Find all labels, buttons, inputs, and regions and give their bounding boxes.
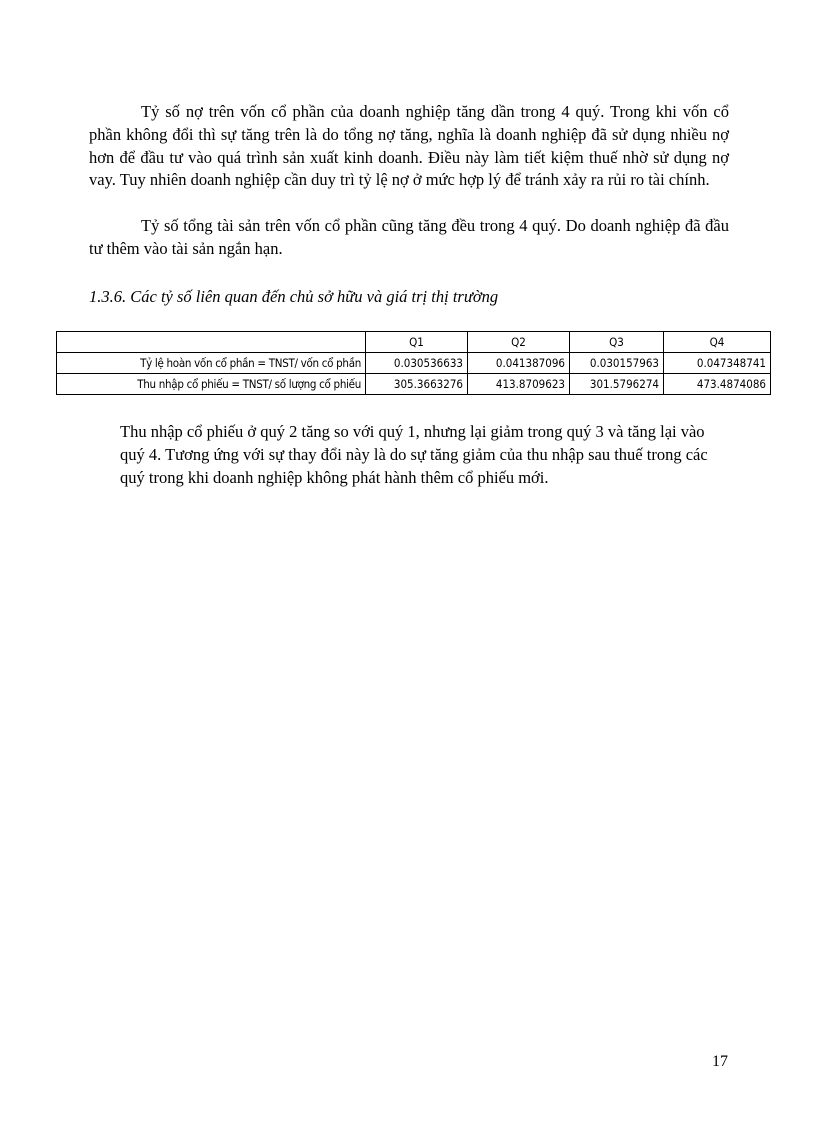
table-row <box>57 374 771 395</box>
paragraph-debt-to-equity: Tỷ số nợ trên vốn cổ phần của doanh nghiệp tăng dần trong 4 quý. Trong khi vốn cổ phần không đổi thì sự tăng trên là do tổng nợ tăng, nghĩa là doanh nghiệp đã sử dụng nhiều nợ hơn để đầu tư vào quá trình sản xuất kinh doanh. Điều này làm tiết kiệm thuế nhờ sử dụng nợ vay. Tuy nhiên doanh nghiệp cần duy trì tỷ lệ nợ ở mức hợp lý để tránh xảy ra rủi ro tài chính. <box>89 102 729 190</box>
paragraph-assets-to-equity: Tỷ số tổng tài sản trên vốn cổ phần cũng tăng đều trong 4 quý. Do doanh nghiệp đã đầu tư thêm vào tài sản ngắn hạn. <box>89 216 729 258</box>
row-label: Tỷ lệ hoàn vốn cổ phần = TNST/ vốn cổ phần <box>57 353 366 374</box>
table-header-cell: Q4 <box>664 332 771 353</box>
row-label: Thu nhập cổ phiếu = TNST/ số lượng cổ phiếu <box>57 374 366 395</box>
table-cell: 0.047348741 <box>664 353 771 374</box>
section-heading: 1.3.6. Các tỷ số liên quan đến chủ sở hữu và giá trị thị trường <box>89 287 499 306</box>
table-header-cell: Q1 <box>366 332 468 353</box>
ratios-table <box>56 331 771 395</box>
paragraph-eps-analysis: Thu nhập cổ phiếu ở quý 2 tăng so với quý 1, nhưng lại giảm trong quý 3 và tăng lại vào quý 4. Tương ứng với sự thay đổi này là do sự tăng giảm của thu nhập sau thuế trong các quý trong khi doanh nghiệp không phát hành thêm cổ phiếu mới. <box>120 422 708 487</box>
table-cell: 0.030536633 <box>366 353 468 374</box>
table-cell: 301.5796274 <box>570 374 664 395</box>
table-row <box>57 353 771 374</box>
table-cell: 0.041387096 <box>468 353 570 374</box>
table-header-cell: Q3 <box>570 332 664 353</box>
table-header-cell: Q2 <box>468 332 570 353</box>
table-cell: 473.4874086 <box>664 374 771 395</box>
table-cell: 0.030157963 <box>570 353 664 374</box>
table-header-cell <box>57 332 366 353</box>
table-header-row <box>57 332 771 353</box>
page-number: 17 <box>712 1053 728 1070</box>
table-cell: 305.3663276 <box>366 374 468 395</box>
table-cell: 413.8709623 <box>468 374 570 395</box>
